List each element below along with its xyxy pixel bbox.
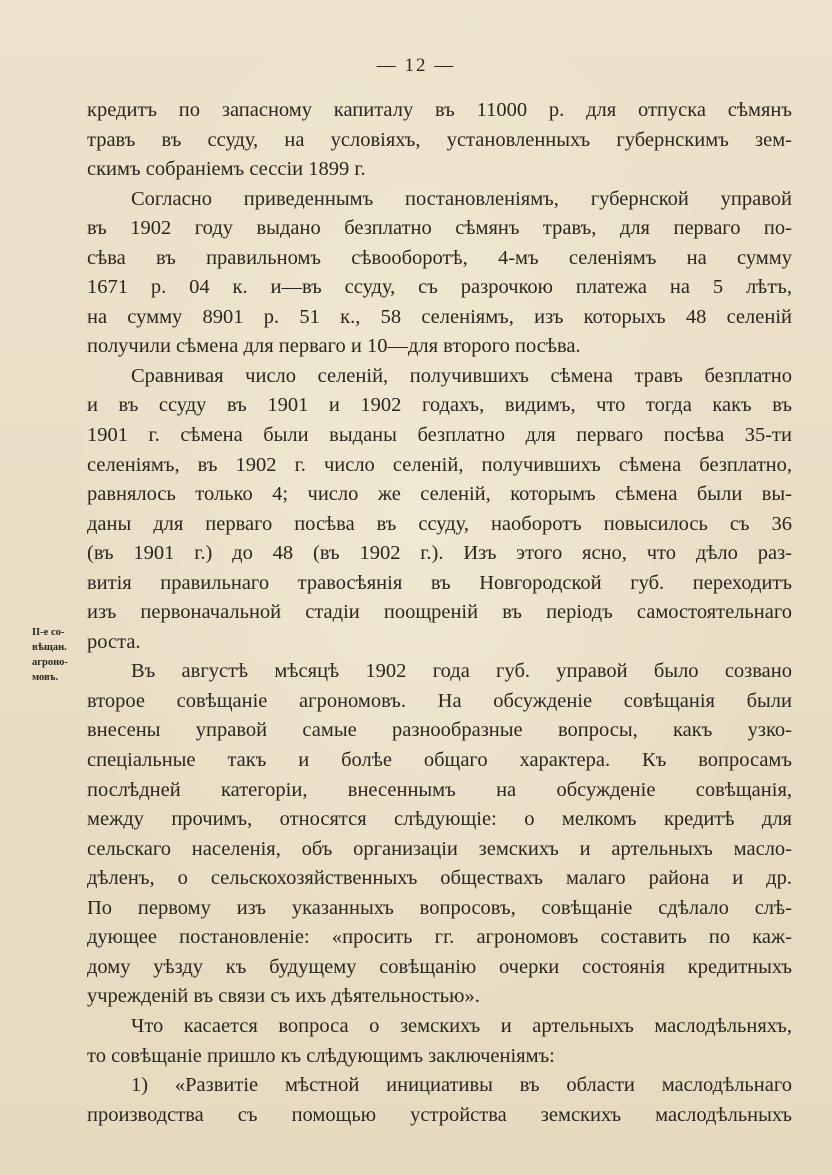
text-line: дѣленъ, о сельскохозяйственныхъ обществахъ малаго района и др.	[87, 867, 792, 890]
text-line: дому уѣзду къ будущему совѣщанію очерки состоянія кредитныхъ	[87, 955, 792, 978]
text-line: въ 1902 году выдано безплатно сѣмянъ травъ, для перваго по-	[87, 217, 792, 240]
body-text	[87, 96, 792, 1130]
text-line: то совѣщаніе пришло къ слѣдующимъ заключеніямъ:	[87, 1044, 555, 1067]
text-line: кредитъ по запасному капиталу въ 11000 р. для отпуска сѣмянъ	[87, 99, 792, 121]
text-line: Сравнивая число селеній, получившихъ сѣмена травъ безплатно	[131, 364, 792, 387]
text-line: даны для перваго посѣва въ ссуду, наоборотъ повысилось съ 36	[87, 512, 792, 535]
page-number: — 12 —	[376, 55, 456, 76]
text-line: изъ первоначальной стадіи поощреній въ періодъ самостоятельнаго	[87, 601, 792, 624]
text-line: Что касается вопроса о земскихъ и артельныхъ маслодѣльняхъ,	[131, 1014, 792, 1037]
text-line: Согласно приведеннымъ постановленіямъ, губернской управой	[131, 187, 792, 210]
text-line: (въ 1901 г.) до 48 (въ 1902 г.). Изъ этого ясно, что дѣло раз-	[87, 542, 792, 565]
text-line: роста.	[87, 630, 141, 653]
text-line: Въ августѣ мѣсяцѣ 1902 года губ. управой было созвано	[131, 660, 792, 683]
text-line: витія правильнаго травосѣянія въ Новгородской губ. переходитъ	[87, 571, 792, 594]
text-line: между прочимъ, относятся слѣдующіе: о мелкомъ кредитѣ для	[87, 808, 792, 831]
paragraph	[87, 1012, 792, 1071]
text-line: получили сѣмена для перваго и 10—для второго посѣва.	[87, 335, 581, 358]
text-line: второе совѣщаніе агрономовъ. На обсужденіе совѣщанія были	[87, 689, 792, 712]
text-line: послѣдней категоріи, внесеннымъ на обсужденіе совѣщанія,	[87, 778, 792, 801]
text-line: дующее постановленіе: «просить гг. агрономовъ составить по каж-	[87, 926, 792, 949]
paragraph	[87, 657, 792, 1012]
margin-note	[32, 625, 86, 685]
margin-note-line: вѣщан.	[32, 642, 67, 653]
text-line: скимъ собраніемъ сессіи 1899 г.	[87, 158, 366, 181]
margin-note-line: мовъ.	[32, 672, 59, 683]
text-line: сѣва въ правильномъ сѣвооборотѣ, 4-мъ селеніямъ на сумму	[87, 246, 792, 269]
text-line: производства съ помощью устройства земскихъ маслодѣльныхъ	[87, 1103, 792, 1126]
paragraph	[87, 96, 792, 185]
paragraph	[87, 362, 792, 657]
text-line: и въ ссуду въ 1901 и 1902 годахъ, видимъ, что тогда какъ въ	[87, 394, 792, 417]
text-line: внесены управой самые разнообразные вопросы, какъ узко-	[87, 719, 792, 742]
text-line: сельскаго населенія, объ организаціи земскихъ и артельныхъ масло-	[87, 837, 792, 860]
text-line: травъ въ ссуду, на условіяхъ, установленныхъ губернскимъ зем-	[87, 128, 792, 151]
text-line: равнялось только 4; число же селеній, которымъ сѣмена были вы-	[87, 483, 792, 506]
text-line: 1) «Развитіе мѣстной инициативы въ области маслодѣльнаго	[131, 1074, 792, 1097]
text-line: селеніямъ, въ 1902 г. число селеній, получившихъ сѣмена безплатно,	[87, 453, 792, 476]
text-line: спеціальные такъ и болѣе общаго характера. Къ вопросамъ	[87, 749, 792, 772]
text-line: 1901 г. сѣмена были выданы безплатно для перваго посѣва 35-ти	[87, 424, 792, 447]
margin-note-line: агроно-	[32, 657, 68, 668]
text-line: учрежденій въ связи съ ихъ дѣятельностью».	[87, 985, 480, 1008]
text-line: на сумму 8901 р. 51 к., 58 селеніямъ, изъ которыхъ 48 селеній	[87, 305, 792, 328]
paragraph	[87, 185, 792, 362]
margin-note-line: II-е со-	[32, 627, 65, 638]
text-line: По первому изъ указанныхъ вопросовъ, совѣщаніе сдѣлало слѣ-	[87, 896, 792, 919]
paragraph	[87, 1071, 792, 1130]
text-line: 1671 р. 04 к. и—въ ссуду, съ разрочкою платежа на 5 лѣтъ,	[87, 276, 792, 299]
